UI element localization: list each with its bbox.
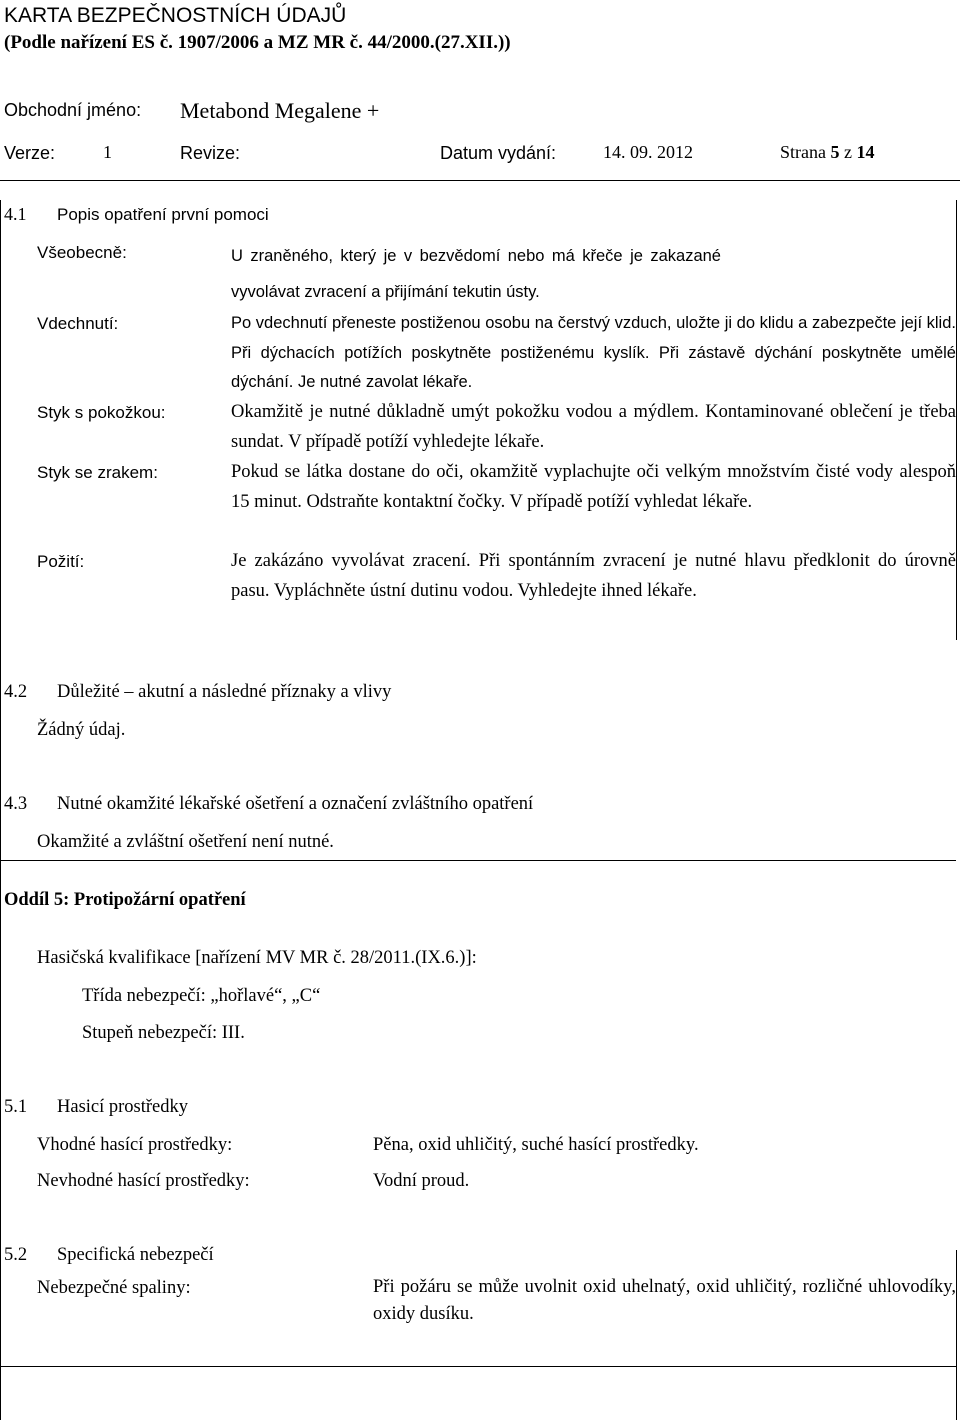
combustion-products-label: Nebezpečné spaliny: xyxy=(37,1278,191,1298)
row-label-general: Všeobecně: xyxy=(37,243,127,262)
section-5-1-title: Hasicí prostředky xyxy=(57,1097,189,1117)
section-4-2-title: Důležité – akutní a následné příznaky a vlivy xyxy=(57,682,392,702)
row-text-inhalation: Po vdechnutí přeneste postiženou osobu na čerstvý vzduch, uložte ji do klidu a zabezpečte její klid. Při dýchacích potížích poskytněte postiženému kyslík. Při zástavě dýchání poskytněte umělé dýchání. Je nutné zavolat lékaře. xyxy=(231,314,956,391)
unsuitable-media-value: Vodní proud. xyxy=(373,1171,470,1191)
trade-name-label: Obchodní jméno: xyxy=(4,100,142,120)
row-label-inhalation: Vdechnutí: xyxy=(37,314,119,333)
left-border xyxy=(0,200,1,1420)
section-5-2-title: Specifická nebezpečí xyxy=(57,1245,214,1265)
row-text-general: U zraněného, který je v bezvědomí nebo má křeče je zakazané vyvolávat zvracení a přijímání tekutin ústy. xyxy=(231,247,721,301)
section-4-1-title: Popis opatření první pomoci xyxy=(57,205,269,224)
row-text-eyes: Pokud se látka dostane do oči, okamžitě vyplachujte oči velkým množstvím čisté vody alespoň 15 minut. Odstraňte kontaktní čočky. V případě potíží vyhledat lékaře. xyxy=(231,462,956,512)
version-value: 1 xyxy=(103,142,112,162)
section-5-1-number: 5.1 xyxy=(4,1097,28,1117)
combustion-products-text: Při požáru se může uvolnit oxid uhelnatý, oxid uhličitý, rozličné uhlovodíky, oxidy dusíku. xyxy=(373,1277,956,1324)
row-label-skin: Styk s pokožkou: xyxy=(37,403,166,422)
row-label-eyes: Styk se zrakem: xyxy=(37,463,158,482)
suitable-media-label: Vhodné hasící prostředky: xyxy=(37,1135,233,1155)
right-border-upper xyxy=(956,200,957,640)
page-indicator xyxy=(780,142,874,163)
unsuitable-media-label: Nevhodné hasící prostředky: xyxy=(37,1171,250,1191)
trade-name-value: Metabond Megalene + xyxy=(180,98,380,123)
section-4-divider xyxy=(0,860,956,861)
page-of: z xyxy=(843,142,852,162)
bottom-divider xyxy=(0,1366,956,1367)
document-title: KARTA BEZPEČNOSTNÍCH ÚDAJŮ xyxy=(4,4,347,27)
section-5-title: Oddíl 5: Protipožární opatření xyxy=(4,890,246,910)
section-4-1-number: 4.1 xyxy=(4,204,27,224)
row-text-skin: Okamžitě je nutné důkladně umýt pokožku vodou a mýdlem. Kontaminované oblečení je třeba sundat. V případě potíží vyhledejte lékaře. xyxy=(231,402,956,452)
page-number: 5 xyxy=(830,142,840,162)
issue-date-value: 14. 09. 2012 xyxy=(603,142,693,162)
regulation-subtitle: (Podle nařízení ES č. 1907/2006 a MZ MR č. 44/2000.(27.XII.)) xyxy=(4,32,511,53)
row-label-ingestion: Požití: xyxy=(37,552,85,571)
row-text-ingestion: Je zakázáno vyvolávat zracení. Při spontánním zvracení je nutné hlavu předklonit do úrovně pasu. Vypláchněte ústní dutinu vodou. Vyhledejte ihned lékaře. xyxy=(231,551,956,601)
revision-label: Revize: xyxy=(180,143,241,163)
section-4-2-number: 4.2 xyxy=(4,682,28,702)
issue-date-label: Datum vydání: xyxy=(440,143,557,163)
section-4-3-number: 4.3 xyxy=(4,794,28,814)
version-label: Verze: xyxy=(4,143,56,163)
page-label: Strana xyxy=(780,142,826,162)
hazard-class: Třída nebezpečí: „hořlavé“, „C“ xyxy=(82,986,321,1006)
right-border-lower xyxy=(956,1250,957,1420)
section-4-3-text: Okamžité a zvláštní ošetření není nutné. xyxy=(37,832,334,852)
fire-classification-line: Hasičská kvalifikace [nařízení MV MR č. 28/2011.(IX.6.)]: xyxy=(37,948,477,968)
page-total: 14 xyxy=(856,142,875,162)
suitable-media-value: Pěna, oxid uhličitý, suché hasící prostředky. xyxy=(373,1135,699,1155)
header-divider xyxy=(0,180,960,181)
section-5-2-number: 5.2 xyxy=(4,1245,28,1265)
hazard-degree: Stupeň nebezpečí: III. xyxy=(82,1023,245,1043)
section-4-2-text: Žádný údaj. xyxy=(37,720,126,740)
section-4-3-title: Nutné okamžité lékařské ošetření a označení zvláštního opatření xyxy=(57,794,534,814)
